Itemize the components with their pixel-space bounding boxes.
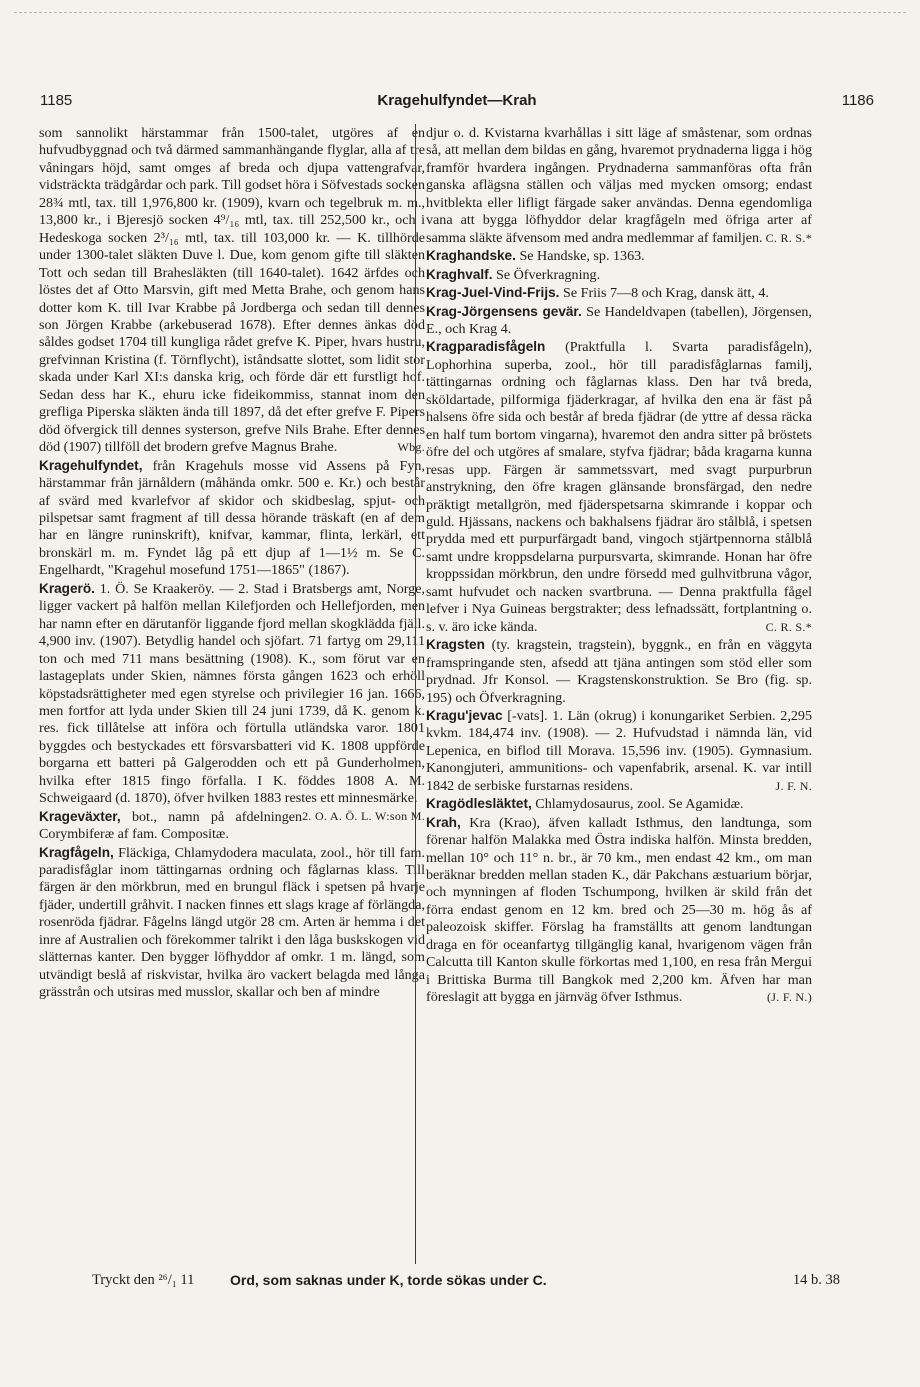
entry-text: bot., namn på afdelningen Corymbiferæ af fam. Compositæ. <box>39 808 303 843</box>
entry-headword: Kragfågeln, <box>39 844 114 860</box>
entry-krah <box>426 814 812 1007</box>
entry-text: (Praktfulla l. Svarta paradisfågeln), Lophorhina superba, zool., hör till paradisfåglarnas familj, tättingarnas ordning och fåglarnas klass. Den har två breda, sköldartade, pilformiga fjäderkragar, af hvilka den ena är fäst på halsens öfre sida och består af breda fjädrar (de yttre af dessa räcka en half tum bortom vingarna), hvaremot den andra sitter på bröstets öfre del och utgöres af smalare, styfva fjädrar; båda kragarna kunna resas upp. Färgen är sammetssvart, med svagt purpurbrun anstrykning, den öfre kragen glänsande bronsfärgad, den nedre präktigt metallgrön, med fjäderspetsarna skimrande i koppar och guld. Hjässans, nackens och bakhalsens fjädrar äro stålblå, i spetsen prydda med ett purpurfärgadt band, vingoch stjärtpennorna stålblå samt undre kroppsdelarna purpursvarta, skimrande. Honan har öfre kroppssidan mörkbrun, den undre försedd med gulhvitbruna vågor, samt hufvudet och nacken svartbruna. — Denna praktfulla fågel lefver i Nya Guineas bergstrakter; dess lefnadssätt, fortplantning o. s. v. äro icke kända. <box>426 339 812 635</box>
entry-text: som sannolikt härstammar från 1500-talet, utgöres af en hufvudbyggnad och två därmed sammanhängande flyglar, alla af tre våningars höjd, samt omges af breda och djupa vattengrafvar, vidsträckta trädgårdar och park. Till godset höra i Söfvestads socken 28¾ mtl, tax. till 1,976,800 kr. (1909), kvarn och tegelbruk m. m., 13,800 kr., i Bjeresjö socken 4⁹/₁₆ mtl, tax. till 252,500 kr., och i Hedeskoga socken 2³/₁₆ mtl, tax. till 103,000 kr. — K. tillhörde under 1300-talet släkten Duve l. Due, kom genom gifte till släkten Tott och sedan till Brahesläkten (till 1640-talet). 1642 ärfdes och löstes det af Otto Marsvin, gift med Metta Brahe, och genom hans dotter kom K. till Ivar Krabbe på Jordberga och sedan till dennes son Jörgen Krabbe (arkebuserad 1678). Efter dennes änkas död såldes godset 1704 till kungliga rådet grefve K. Piper, hvars hustru, grefvinnan Kristina (f. Törnflycht), iståndsatte slottet, som lidit stor skada under Karl XI:s danska krig, och förde där ett furstligt hof. Sedan dess har K., ehuru icke fideikommiss, stannat inom den grefliga Piperska släkten ända till 1897, då det efter grefve F. Pipers död öfvergick till dennes systerson, grefve Nils Brahe. Efter dennes död (1907) tillföll det brodern grefve Magnus Brahe. <box>39 125 425 456</box>
entry-text: djur o. d. Kvistarna kvarhållas i sitt läge af småstenar, som ordnas så, att mellan dem bildas en gång, hvaremot prydnaderna ligga i hög framför hvardera ingången. Prydnaderna sammanföras ofta från ganska aflägsna ställen och väljas med mycken omsorg; endast hvitblekta eller lifligt färgade saker användas. Denna egendomliga vana att bygga löfhyddor delar kragfågeln med öfriga arter af samma släkte äfvensom med andra medlemmar af familjen. <box>426 125 812 246</box>
entry-text: Se Handeldvapen (tabellen), Jörgensen, E., och Krag 4. <box>426 303 812 337</box>
left-column <box>39 124 425 1002</box>
entry-headword: Krah, <box>426 814 461 830</box>
entry-krag-jorgensens-gevar <box>426 303 812 339</box>
column-divider <box>415 124 416 1264</box>
right-column <box>426 124 812 1007</box>
entry-headword: Kraghvalf. <box>426 266 493 282</box>
entry-signature: (J. F. N.) <box>766 990 812 1005</box>
entry-kragehulfyndet <box>39 457 425 580</box>
entry-kraghvalf <box>426 266 812 284</box>
entry-text: Fläckiga, Chlamydodera maculata, zool., hör till fam. paradisfåglar inom tättingarnas ordning och fåglarnas klass. Till färgen är den mörkbrun, med en brungul fläck i spetsen på hvarje fjäder, undertill gråhvit. I nacken finnes ett slags krage af förlängda, rosenröda fjädrar. Fågelns längd utgör 28 cm. Arten är hemma i det inre af Australien och förekommer talrikt i den låga buskskogen vid slätternas kanter. Den bygger löfhyddor af omkr. 1 m. längd, som utvändigt beslå af riskvistar, hvilka äro vackert belagda med långa grässtrån och utsiras med musslor, skallar och ben af mindre <box>39 844 425 1001</box>
entry-kragfageln-continued <box>426 124 812 247</box>
entry-headword: Kragehulfyndet, <box>39 457 143 473</box>
entry-headword: Kragerö. <box>39 580 95 596</box>
entry-headword: Kragparadisfågeln <box>426 339 546 355</box>
entry-signature: 2. O. A. Ö. L. W:son M. <box>302 808 425 823</box>
entry-text: Se Öfverkragning. <box>496 266 601 283</box>
page-header <box>40 92 874 114</box>
entry-headword: Kragsten <box>426 637 485 653</box>
print-date: Tryckt den ²⁶/₁ 11 <box>92 1272 195 1288</box>
entry-krag-juel-vind-frijs <box>426 284 812 302</box>
entry-kragujevac <box>426 707 812 795</box>
entry-kraghandske <box>426 247 812 265</box>
scan-edge-line <box>14 12 906 13</box>
running-head: Kragehulfyndet—Krah <box>377 92 537 109</box>
entry-headword: Kraghandske. <box>426 248 516 264</box>
entry-text: 1. Ö. Se Kraakeröy. — 2. Stad i Bratsbergs amt, Norge, ligger vackert på halfön mellan Kilefjorden och Hellefjorden, men har namn efter en därutanför liggande fjord mellan skogklädda fjäll. 4,900 inv. (1907). Betydlig handel och sjöfart. 71 fartyg om 29,111 ton och med 711 mans besättning (1908). K., som förut var en lastageplats under Skien, nämnes första gången 1623 och erhöll köpstadsrättigheter med egen styrelse och privilegier 16 jan. 1666, men fortfor att lyda under Skien till 24 juni 1739, då K. genom k. res. fick tillåtelse att införa och förtulla utländska varor. 1801 byggdes och bestyckades ett försvarsbatteri vid K. 1808 uppförde borgarna ett batteri på Galgerodden och ett på Gunderholmen, hvilka efter 1815 fingo förfalla. I K. föddes 1808 A. M. Schweigaard (d. 1870), öfver hvilken 1883 restes ett minnesmärke. <box>39 580 426 807</box>
sheet-signature: 14 b. 38 <box>792 1272 840 1288</box>
entry-text: Kra (Krao), äfven kalladt Isthmus, den landtunga, som förenar halfön Malakka med Östra indiska halfön. Minsta bredden, mellan 10° och 11° n. br., är 70 km., men endast 42 km., om man beräknar bredden mellan staden K., där Pakchans æstuarium börjar, och mynningen af floden Tschumpong, hvilken är skild från det förra endast genom en 12 km. bred och 25—30 m. hög ås af paleozoisk skiffer. Förslag ha framställts att genom landtungan draga en för oceanfartyg tillgänglig kanal, hvarigenom vägen från Calcutta till Kanton skulle förkortas med 1,100, en resa från Mergui i Brittiska Burma till Bangkok med 2,200 km. Äfven har man föreslagit att bygga en järnväg öfver Isthmus. <box>426 814 812 1006</box>
entry-signature: C. R. S.* <box>765 230 812 245</box>
entry-kragparadisfageln <box>426 338 812 636</box>
entry-kragodleslaktet <box>426 795 812 813</box>
left-page-number: 1185 <box>40 92 73 109</box>
right-page-number: 1186 <box>841 92 874 109</box>
entry-headword: Kragödlesläktet, <box>426 796 532 812</box>
entry-kragfageln <box>39 844 425 1002</box>
entry-signature: Wbg. <box>397 440 425 455</box>
entry-text: Se Handske, sp. 1363. <box>519 248 645 265</box>
entry-text: Se Friis 7—8 och Krag, dansk ätt, 4. <box>562 285 769 302</box>
entry-text: (ty. kragstein, tragstein), byggnk., en från en väggyta framspringande sten, afsedd att tjäna antingen som stöd eller som prydnad. Jfr Konsol. — Kragstenskonstruktion. Se Bro (fig. sp. 195) och Öfverkragning. <box>426 637 812 706</box>
entry-headword: Krageväxter, <box>39 808 121 824</box>
entry-headword: Krag-Juel-Vind-Frijs. <box>426 285 560 301</box>
entry-text: [-vats]. 1. Län (okrug) i konungariket Serbien. 2,295 kvkm. 184,474 inv. (1908). — 2. Hufvudstad i nämnda län, vid Lepenica, en biflod till Morava. 15,596 inv. (1905). Gymnasium. Kanongjuteri, ammunitions- och vapenfabrik, arsenal. K. var intill 1842 de serbiske furstarnas residens. <box>426 707 812 794</box>
footer-notice: Ord, som saknas under K, torde sökas under C. <box>230 1272 547 1288</box>
entry-text: Chlamydosaurus, zool. Se Agamidæ. <box>535 796 744 813</box>
entry-headword: Krag-Jörgensens gevär. <box>426 303 582 319</box>
entry-headword: Kragu'jevac <box>426 707 503 723</box>
entry-signature: J. F. N. <box>775 778 812 793</box>
entry-krageholm-continued <box>39 124 425 457</box>
entry-kragsten <box>426 636 812 707</box>
entry-text: från Kragehuls mosse vid Assens på Fyn, härstammar från järnåldern (måhända omkr. 500 e. Kr.) och består af svärd med kvarlefvor af skidor och skidbeslag, spjut- och pilspetsar samt fragment af till dessa hörande träskaft (en af dem har en längre runinskrift), knifvar, kammar, flinta, lerkärl, ett bronskärl m. m. Fyndet låg på ett djup af 1—1½ m. Se C. Engelhardt, "Kragehul mosefund 1751—1865" (1867). <box>39 457 425 579</box>
entry-signature: C. R. S.* <box>765 619 812 634</box>
